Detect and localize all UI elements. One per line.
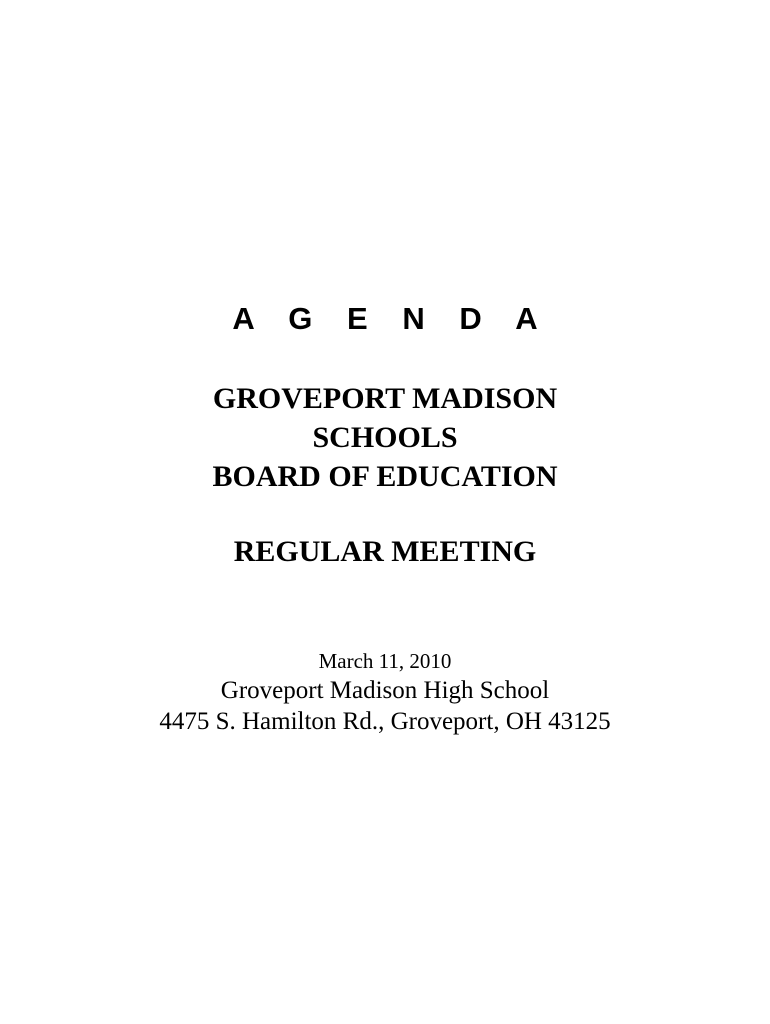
- organization-name-line-2: SCHOOLS: [312, 421, 458, 454]
- agenda-title: A G E N D A: [232, 301, 551, 336]
- meeting-location-name: Groveport Madison High School: [220, 677, 550, 704]
- meeting-address: 4475 S. Hamilton Rd., Groveport, OH 43125: [159, 708, 611, 735]
- meeting-type: REGULAR MEETING: [233, 535, 537, 568]
- meeting-date: March 11, 2010: [318, 649, 452, 673]
- organization-name-line-1: GROVEPORT MADISON: [212, 382, 558, 415]
- organization-name-line-3: BOARD OF EDUCATION: [212, 460, 558, 493]
